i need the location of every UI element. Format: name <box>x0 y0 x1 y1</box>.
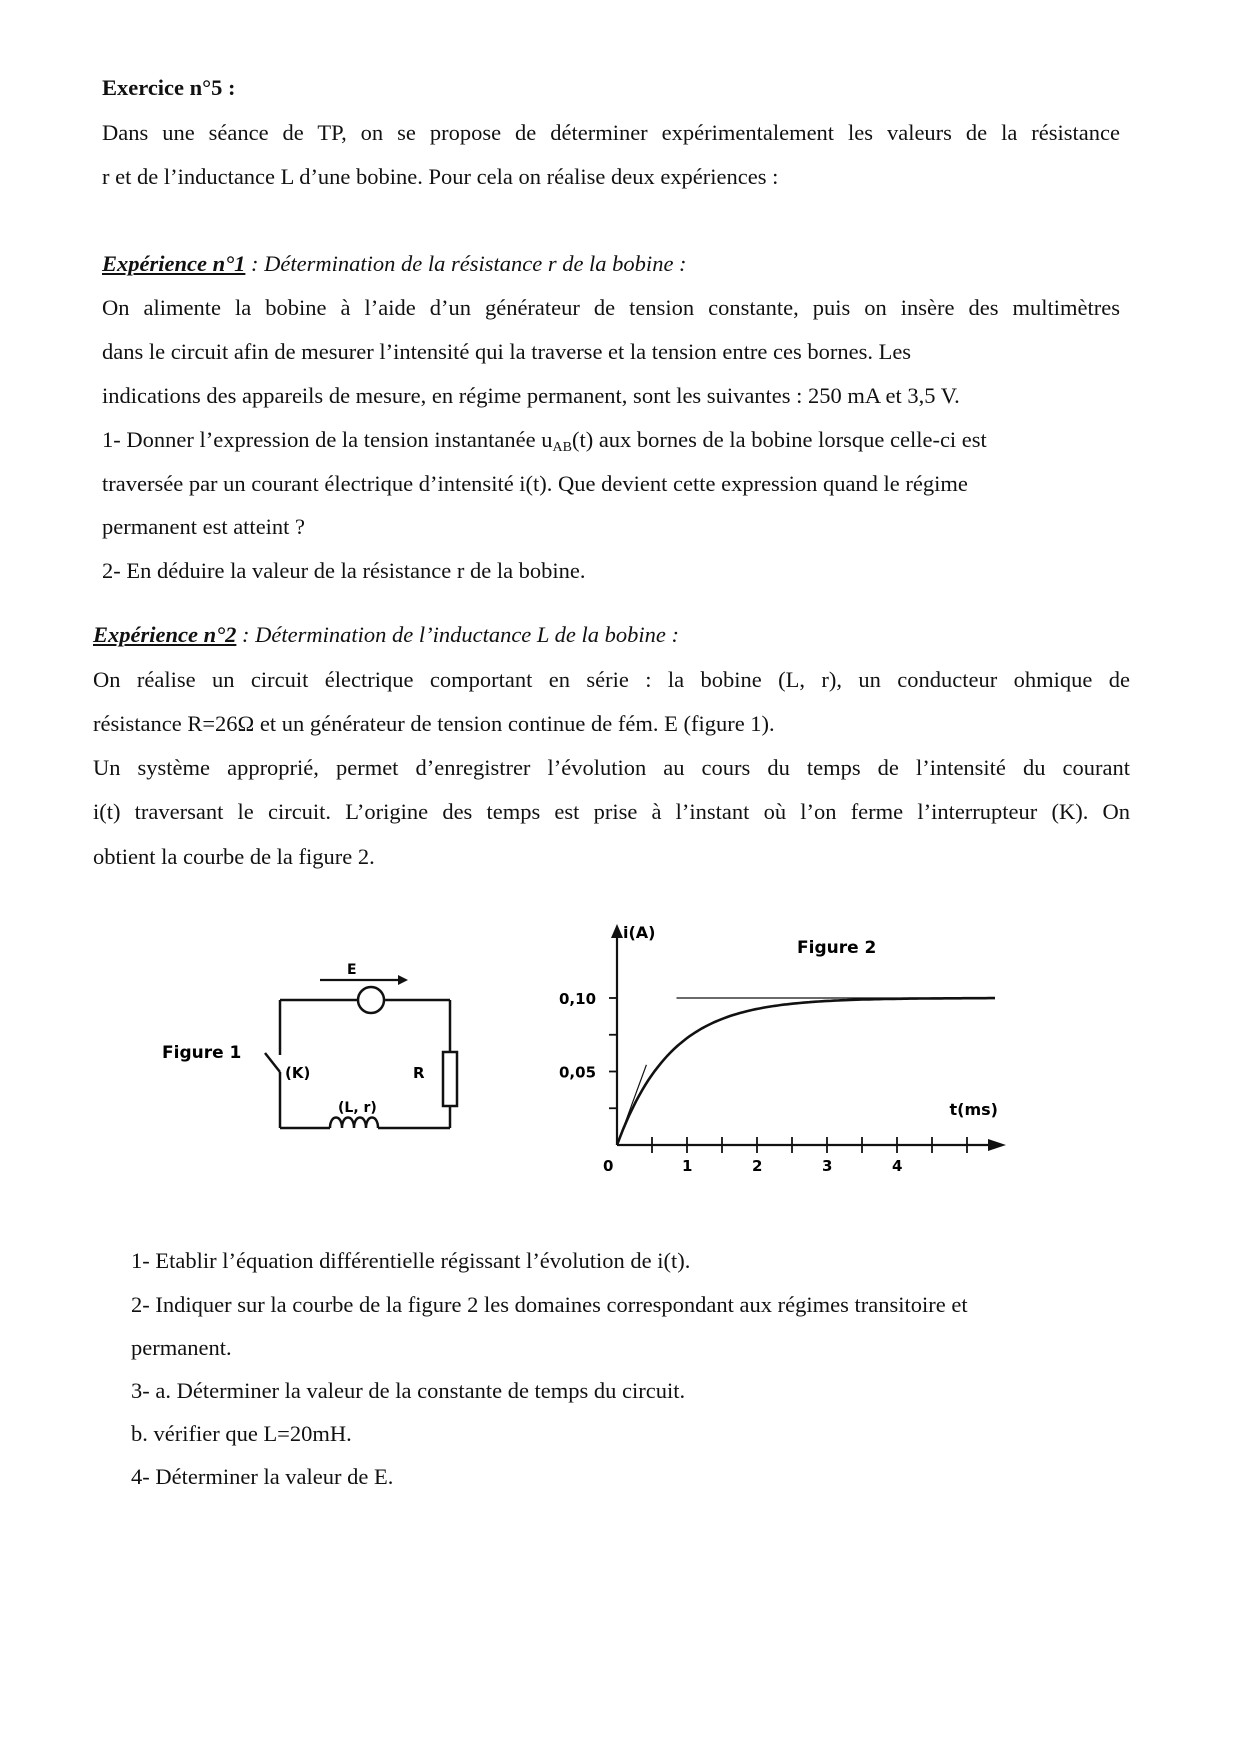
x-tick-label: 1 <box>682 1157 693 1175</box>
question-3b: b. vérifier que L=20mH. <box>131 1421 352 1446</box>
q1-subscript: AB <box>552 440 572 455</box>
label-coil: (L, r) <box>338 1100 377 1116</box>
x-tick-label: 4 <box>892 1157 903 1175</box>
exp2-text-2: résistance R=26Ω et un générateur de tension continue de fém. E (figure 1). <box>93 711 775 736</box>
x-axis-arrow <box>988 1139 1006 1151</box>
intro-line-1: Dans une séance de TP, on se propose de déterminer expérimentalement les valeurs de la résistance <box>102 120 1120 145</box>
exp1-heading <box>102 249 687 279</box>
switch-k <box>265 1053 280 1072</box>
exp2-subtitle: : Détermination de l’inductance L de la bobine : <box>236 622 679 647</box>
emf-arrow-head <box>398 975 408 985</box>
x-tick-label: 3 <box>822 1157 833 1175</box>
exp1-label: Expérience n°1 <box>102 251 246 276</box>
figure-1-circuit <box>150 950 470 1150</box>
exp1-question-1-line-2: traversée par un courant électrique d’intensité i(t). Que devient cette expression quand le régime <box>102 471 968 496</box>
y-axis-arrow <box>611 924 623 938</box>
label-r: R <box>413 1064 425 1082</box>
q1-after: (t) aux bornes de la bobine lorsque celle-ci est <box>571 427 987 452</box>
y-tick-label: 0,05 <box>559 1063 597 1082</box>
exp1-text-2: dans le circuit afin de mesurer l’intensité qui la traverse et la tension entre ces bornes. Les <box>102 339 912 364</box>
chart-title: Figure 2 <box>797 938 877 958</box>
generator-symbol <box>358 987 384 1013</box>
exp2-label: Expérience n°2 <box>93 622 237 647</box>
exp1-question-1-line-3: permanent est atteint ? <box>102 514 306 539</box>
resistor-r <box>443 1052 457 1106</box>
question-2: 2- Indiquer sur la courbe de la figure 2 les domaines correspondant aux régimes transitoire et <box>131 1292 968 1317</box>
intro-line-2: r et de l’inductance L d’une bobine. Pour cela on réalise deux expériences : <box>102 164 779 189</box>
question-3a: 3- a. Déterminer la valeur de la constante de temps du circuit. <box>131 1378 686 1403</box>
question-1: 1- Etablir l’équation différentielle régissant l’évolution de i(t). <box>131 1248 691 1273</box>
figure-1-title: Figure 1 <box>162 1043 242 1063</box>
x-axis-label: t(ms) <box>949 1100 998 1119</box>
question-2-cont: permanent. <box>131 1335 232 1360</box>
exp2-text-5: obtient la courbe de la figure 2. <box>93 844 375 869</box>
exercise-title: Exercice n°5 : <box>102 75 236 100</box>
label-k: (K) <box>285 1064 311 1082</box>
exp2-text-4: i(t) traversant le circuit. L’origine des temps est prise à l’instant où l’on ferme l’interrupteur (K). On <box>93 799 1130 824</box>
question-4: 4- Déterminer la valeur de E. <box>131 1464 394 1489</box>
label-e: E <box>347 962 357 978</box>
x-tick-label: 2 <box>752 1157 763 1175</box>
exp1-question-1 <box>102 425 987 463</box>
y-tick-label: 0,10 <box>559 990 597 1008</box>
x-tick-label: 0 <box>603 1157 614 1175</box>
exp1-text-1: On alimente la bobine à l’aide d’un générateur de tension constante, puis on insère des multimètres <box>102 295 1120 320</box>
q1-before: 1- Donner l’expression de la tension instantanée u <box>102 427 553 452</box>
exp1-subtitle: : Détermination de la résistance r de la bobine : <box>245 251 687 276</box>
y-axis-label: i(A) <box>623 923 656 942</box>
figure-2-chart <box>540 920 1060 1180</box>
current-curve <box>617 998 995 1145</box>
exp1-question-2: 2- En déduire la valeur de la résistance r de la bobine. <box>102 558 586 583</box>
exp2-text-3: Un système approprié, permet d’enregistrer l’évolution au cours du temps de l’intensité du courant <box>93 755 1130 780</box>
exp1-text-3: indications des appareils de mesure, en régime permanent, sont les suivantes : 250 mA et 3,5 V. <box>102 383 960 408</box>
coil-symbol <box>330 1118 378 1129</box>
exp2-text-1: On réalise un circuit électrique comportant en série : la bobine (L, r), un conducteur ohmique de <box>93 667 1130 692</box>
exp2-heading <box>93 620 679 650</box>
